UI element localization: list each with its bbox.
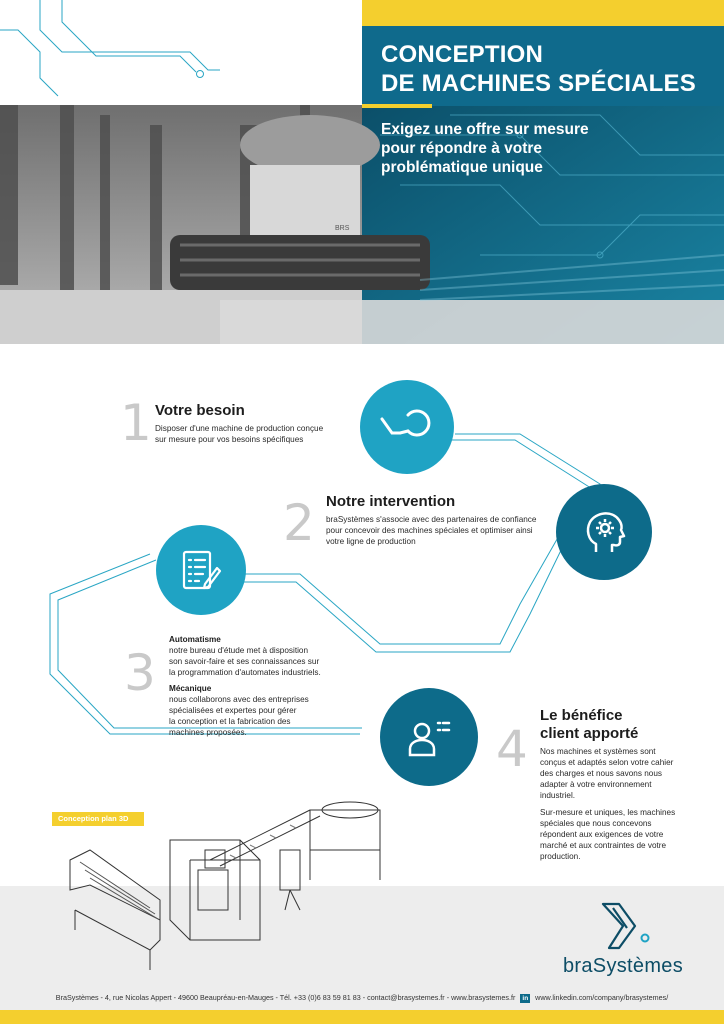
tagline-line-2: pour répondre à votre xyxy=(381,140,543,157)
step-1-title: Votre besoin xyxy=(155,402,245,419)
checklist-pen-icon xyxy=(179,548,223,592)
step-3-line: son savoir-faire et ses connaissances sur xyxy=(169,657,320,666)
photo-stamp: BRS xyxy=(335,225,350,232)
step-2-icon-circle xyxy=(556,484,652,580)
step-3-line: la programmation d'automates industriels. xyxy=(169,668,321,677)
tagline xyxy=(381,120,681,177)
page-title xyxy=(381,40,711,98)
yellow-accent-bar xyxy=(362,0,724,26)
step-3-sub2-body xyxy=(169,694,369,738)
step-2-number: 2 xyxy=(283,494,315,552)
step-3-sub2-title: Mécanique xyxy=(169,684,212,693)
step-1-line: sur mesure pour vos besoins spécifiques xyxy=(155,435,304,444)
step-4-icon-circle xyxy=(380,688,478,786)
footer-linkedin-link[interactable]: www.linkedin.com/company/brasystemes/ xyxy=(535,993,669,1002)
step-3-line: machines proposées. xyxy=(169,728,247,737)
machine-3d-drawing xyxy=(60,790,390,980)
footer-address: BraSystèmes - 4, rue Nicolas Appert - 49600 Beaupréau-en-Mauges - Tél. +33 (0)6 83 59 81 83 - contact@brasystemes.fr - www.brasystemes.fr xyxy=(55,993,516,1002)
conception-3d-badge: Conception plan 3D xyxy=(52,812,144,826)
step-4-title-line: client apporté xyxy=(540,725,639,742)
step-4-line: conçus et adaptés selon votre cahier xyxy=(540,758,674,767)
user-speech-icon xyxy=(406,715,452,759)
step-4-line: marché et aux contraintes de votre xyxy=(540,841,667,850)
step-4-line: adapter à votre environnement xyxy=(540,780,652,789)
step-3-icon-circle xyxy=(156,525,246,615)
step-4-line: spéciales que nous concevons xyxy=(540,819,652,828)
step-2-line: votre ligne de production xyxy=(326,537,416,546)
step-1-line: Disposer d'une machine de production conçue xyxy=(155,424,324,433)
connection-icon xyxy=(378,407,436,447)
tagline-line-3: problématique unique xyxy=(381,159,543,176)
circuit-lines-decoration xyxy=(0,0,362,105)
step-4-line: répondent aux exigences de votre xyxy=(540,830,664,839)
step-2-text xyxy=(326,514,536,547)
step-4-line: des charges et nous savons nous xyxy=(540,769,662,778)
title-line-2: DE MACHINES SPÉCIALES xyxy=(381,70,696,97)
step-3-sub1-title: Automatisme xyxy=(169,635,221,644)
footer-yellow-bar xyxy=(0,1010,724,1024)
step-3-line: spécialisées et expertes pour gérer xyxy=(169,706,297,715)
hero-section xyxy=(0,0,724,344)
step-4-title-line: Le bénéfice xyxy=(540,707,623,724)
step-3-number: 3 xyxy=(124,644,156,702)
step-2-line: pour concevoir des machines spéciales et optimiser ainsi xyxy=(326,526,533,535)
step-1-text xyxy=(155,423,323,445)
linkedin-icon[interactable]: in xyxy=(522,995,529,1002)
tagline-line-1: Exigez une offre sur mesure xyxy=(381,121,589,138)
step-4-number: 4 xyxy=(496,720,528,778)
step-3-line: notre bureau d'étude met à disposition xyxy=(169,646,309,655)
step-4-title xyxy=(540,707,638,743)
step-3-line: la conception et la fabrication des xyxy=(169,717,291,726)
step-2-line: braSystèmes s'associe avec des partenaires de confiance xyxy=(326,515,537,524)
step-3-sub1-body xyxy=(169,645,369,678)
step-3-text xyxy=(169,634,369,738)
title-underline xyxy=(362,104,432,108)
footer-contact xyxy=(0,993,724,1003)
step-4-text xyxy=(540,746,710,862)
step-2-title: Notre intervention xyxy=(326,493,456,510)
head-gear-icon xyxy=(580,508,628,556)
step-1-number: 1 xyxy=(120,394,152,452)
step-4-line: Sur-mesure et uniques, les machines xyxy=(540,808,676,817)
title-line-1: CONCEPTION xyxy=(381,41,544,68)
step-4-line: Nos machines et systèmes sont xyxy=(540,747,656,756)
step-1-icon-circle xyxy=(360,380,454,474)
step-4-line: production. xyxy=(540,852,581,861)
brand-name: braSystèmes xyxy=(563,955,684,977)
brasystemes-logo-icon xyxy=(597,898,655,954)
step-4-line: industriel. xyxy=(540,791,576,800)
step-3-line: nous collaborons avec des entreprises xyxy=(169,695,309,704)
